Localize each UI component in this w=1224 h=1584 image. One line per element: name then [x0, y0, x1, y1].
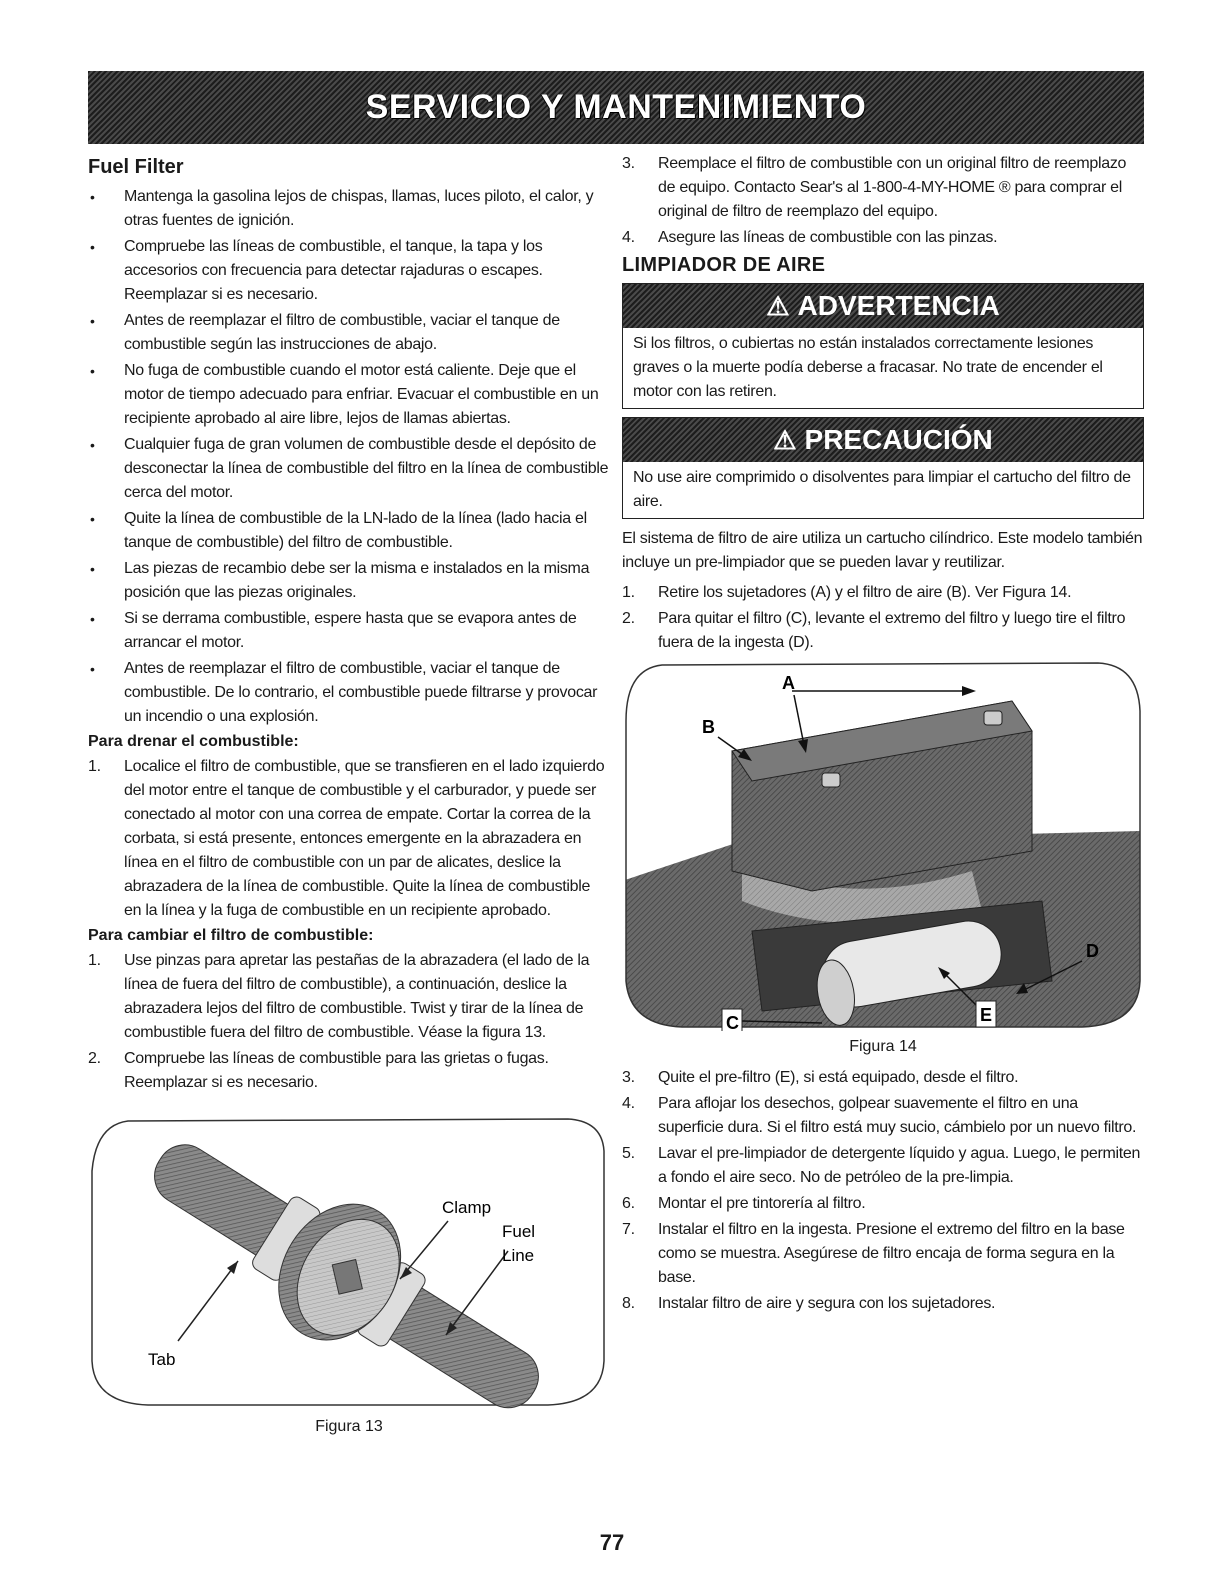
drain-steps [88, 755, 610, 923]
step-number: 2. [622, 610, 635, 627]
fuel-label: Fuel [502, 1222, 536, 1241]
bullet-item: • Compruebe las líneas de combustible, el tanque, la tapa y los accesorios con frecuencia para detectar rajaduras o escapes. Reemplazar si es necesario. [88, 235, 610, 307]
bullet-item: • Si se derrama combustible, espere hasta que se evapora antes de arrancar el motor. [88, 607, 610, 655]
step-text: Use pinzas para apretar las pestañas de la abrazadera (el lado de la línea de fuera del filtro de combustible), a continuación, deslice la abrazadera lejos del filtro de combustible. Twist y tirar de la línea de combustible fuera del filtro de combustible. Véase la figura 13. [124, 952, 590, 1041]
step-number: 3. [622, 155, 635, 172]
step-text: Para aflojar los desechos, golpear suavemente el filtro en una superficie dura. Si el filtro está muy sucio, cámbielo por un nuevo filtro. [658, 1095, 1137, 1136]
step-text: Lavar el pre-limpiador de detergente líquido y agua. Luego, le permiten a fondo el aire seco. No de petróleo de la pre-limpia. [658, 1145, 1141, 1186]
step-number: 4. [622, 1095, 635, 1112]
step-number: 1. [88, 952, 101, 969]
step-item [622, 152, 1144, 224]
change-steps [88, 949, 610, 1095]
warning-header [623, 284, 1143, 328]
step-item [622, 1092, 1144, 1140]
step-number: 8. [622, 1295, 635, 1312]
tab-label: Tab [148, 1350, 176, 1369]
right-column [622, 152, 1144, 1318]
step-text: Retire los sujetadores (A) y el filtro de aire (B). Ver Figura 14. [658, 584, 1072, 601]
step-text: Localice el filtro de combustible, que se transfieren en el lado izquierdo del motor entre el tanque de combustible y el carburador, y puede ser conectado al motor con una correa de empate. Cortar la correa de la corbata, si está presente, entonces emergente en la abrazadera en línea en el filtro de combustible con un par de alicates, deslice la abrazadera de la línea de combustible. Quite la línea de combustible en la línea y la fuga de combustible en un recipiente aprobado. [124, 758, 605, 919]
bullet-item: • No fuga de combustible cuando el motor está caliente. Deje que el motor de tiempo adecuado para enfriar. Evacuar el combustible en un recipiente aprobado al aire libre, lejos de llamas abiertas. [88, 359, 610, 431]
caution-text: No use aire comprimido o disolventes para limpiar el cartucho del filtro de aire. [633, 469, 1131, 510]
step-text: Montar el pre tintorería al filtro. [658, 1195, 866, 1212]
air-filter-illustration [622, 661, 1144, 1031]
change-heading: Para cambiar el filtro de combustible: [88, 927, 374, 944]
warning-triangle-icon: ⚠ [766, 290, 790, 321]
air-steps-b [622, 1066, 1144, 1316]
label-d: D [1086, 941, 1099, 961]
banner-title: SERVICIO Y MANTENIMIENTO [365, 88, 867, 126]
warning-text: Si los filtros, o cubiertas no están instalados correctamente lesiones graves o la muerte podía deberse a fracasar. No trate de encender el motor con las retiren. [633, 335, 1103, 400]
label-c: C [726, 1013, 739, 1031]
step-text: Reemplace el filtro de combustible con un original filtro de reemplazo de equipo. Contacto Sear's al 1-800-4-MY-HOME ® para comprar el original de filtro de reemplazo del equipo. [658, 155, 1127, 220]
step-item [622, 607, 1144, 655]
figure-14 [622, 661, 1144, 1056]
label-b: B [702, 717, 715, 737]
figure-14-caption: Figura 14 [849, 1038, 917, 1055]
bullet-item: • Quite la línea de combustible de la LN-lado de la línea (lado hacia el tanque de combustible) del filtro de combustible. [88, 507, 610, 555]
step-number: 1. [88, 758, 101, 775]
step-item [622, 1066, 1144, 1090]
air-cleaner-intro: El sistema de filtro de aire utiliza un cartucho cilíndrico. Este modelo también incluye un pre-limpiador que se pueden lavar y reutilizar. [622, 530, 1143, 571]
step-number: 3. [622, 1069, 635, 1086]
step-item [622, 1142, 1144, 1190]
fuel-filter-illustration [88, 1111, 610, 1411]
step-item [88, 755, 610, 923]
warning-box [622, 283, 1144, 409]
step-number: 2. [88, 1050, 101, 1067]
step-text: Quite el pre-filtro (E), si está equipado, desde el filtro. [658, 1069, 1019, 1086]
change-steps-continued [622, 152, 1144, 250]
step-item [622, 581, 1144, 605]
clamp-label: Clamp [442, 1198, 492, 1217]
warning-title: ADVERTENCIA [797, 290, 1000, 321]
bullet-item: • Antes de reemplazar el filtro de combustible, vaciar el tanque de combustible. De lo contrario, el combustible puede filtrarse y provocar un incendio o una explosión. [88, 657, 610, 729]
step-text: Instalar filtro de aire y segura con los sujetadores. [658, 1295, 996, 1312]
step-text: Instalar el filtro en la ingesta. Presione el extremo del filtro en la base como se muestra. Asegúrese de filtro encaja de forma segura en la base. [658, 1221, 1125, 1286]
air-steps-a [622, 581, 1144, 655]
left-column [88, 152, 610, 1436]
step-item [622, 1292, 1144, 1316]
step-item [622, 1218, 1144, 1290]
step-item [88, 1047, 610, 1095]
air-cleaner-title: LIMPIADOR DE AIRE [622, 254, 826, 276]
label-a: A [782, 673, 795, 693]
drain-heading: Para drenar el combustible: [88, 733, 299, 750]
step-text: Para quitar el filtro (C), levante el extremo del filtro y luego tire el filtro fuera de la ingesta (D). [658, 610, 1126, 651]
label-e: E [980, 1005, 993, 1025]
step-text: Compruebe las líneas de combustible para las grietas o fugas. Reemplazar si es necesario. [124, 1050, 549, 1091]
line-label: Line [502, 1246, 535, 1265]
step-item [88, 949, 610, 1045]
bullet-item: • Antes de reemplazar el filtro de combustible, vaciar el tanque de combustible según las instrucciones de abajo. [88, 309, 610, 357]
caution-triangle-icon: ⚠ [773, 424, 797, 455]
caution-title: PRECAUCIÓN [804, 424, 993, 455]
caution-header [623, 418, 1143, 462]
step-number: 5. [622, 1145, 635, 1162]
bullet-item: • Las piezas de recambio debe ser la misma e instalados en la misma posición que las piezas originales. [88, 557, 610, 605]
figure-13-caption: Figura 13 [315, 1418, 383, 1435]
bullet-item: • Cualquier fuga de gran volumen de combustible desde el depósito de desconectar la línea de combustible del filtro en la línea de combustible cerca del motor. [88, 433, 610, 505]
bullet-item: • Mantenga la gasolina lejos de chispas, llamas, luces piloto, el calor, y otras fuentes de ignición. [88, 185, 610, 233]
step-number: 4. [622, 229, 635, 246]
fuel-filter-bullets [88, 185, 610, 729]
step-item [622, 226, 1144, 250]
section-banner [88, 71, 1144, 144]
page-number: 77 [599, 1530, 625, 1555]
step-number: 6. [622, 1195, 635, 1212]
step-item [622, 1192, 1144, 1216]
fuel-filter-title: Fuel Filter [88, 156, 184, 178]
step-number: 1. [622, 584, 635, 601]
step-number: 7. [622, 1221, 635, 1238]
step-text: Asegure las líneas de combustible con las pinzas. [658, 229, 998, 246]
figure-13 [88, 1111, 610, 1436]
caution-box [622, 417, 1144, 519]
